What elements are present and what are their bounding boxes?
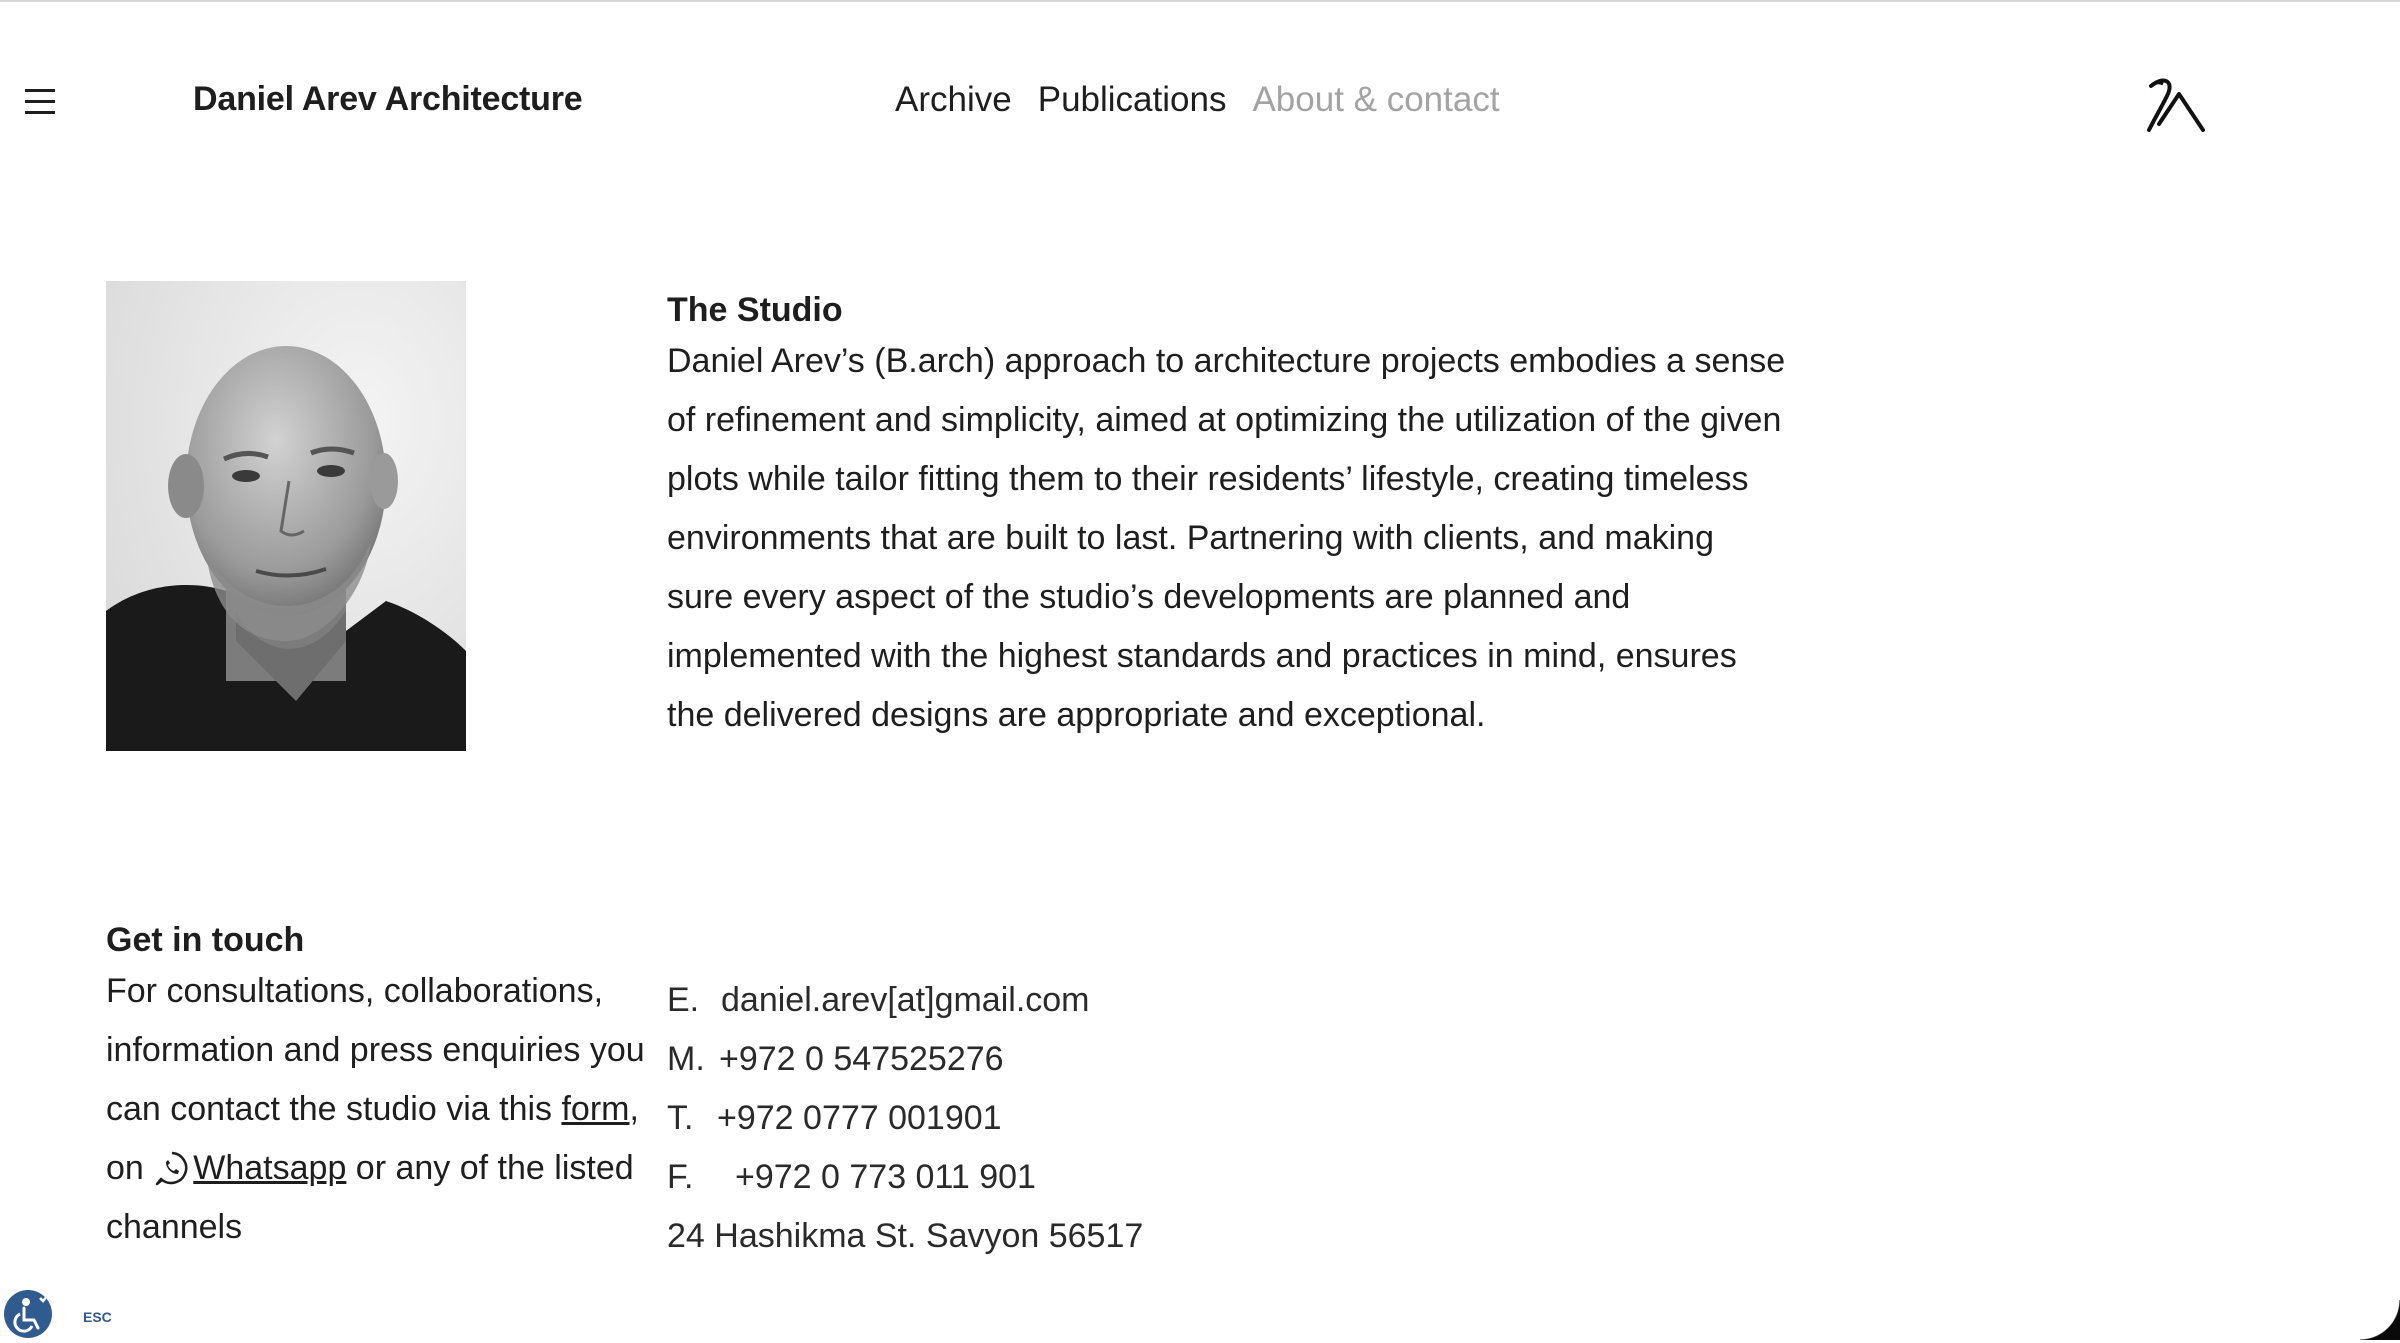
top-border bbox=[0, 0, 2400, 2]
whatsapp-link[interactable] bbox=[153, 1149, 346, 1187]
contact-intro bbox=[106, 962, 646, 1257]
main-nav bbox=[895, 80, 1500, 120]
contact-form-link[interactable]: form bbox=[561, 1090, 630, 1128]
fax-key: F. bbox=[667, 1158, 694, 1196]
fax-row bbox=[667, 1148, 1143, 1207]
fax-number: +972 0 773 011 901 bbox=[735, 1158, 1036, 1196]
address: 24 Hashikma St. Savyon 56517 bbox=[667, 1217, 1144, 1255]
contact-intro-end: or any of the listed channels bbox=[106, 1149, 634, 1246]
contact-intro-middle: , on bbox=[106, 1090, 639, 1187]
contact-intro-text: For consultations, collaborations, information and press enquiries you can contact the studio via this bbox=[106, 972, 645, 1128]
mobile-number[interactable]: +972 0 547525276 bbox=[719, 1040, 1004, 1078]
email-link[interactable]: daniel.arev[at]gmail.com bbox=[721, 981, 1090, 1019]
logo-icon[interactable] bbox=[2145, 74, 2209, 134]
tel-row bbox=[667, 1089, 1143, 1148]
contact-intro-section bbox=[106, 918, 646, 1257]
site-title[interactable]: Daniel Arev Architecture bbox=[193, 80, 583, 118]
mobile-row bbox=[667, 1030, 1143, 1089]
tel-key: T. bbox=[667, 1099, 694, 1137]
nav-publications[interactable]: Publications bbox=[1037, 80, 1227, 119]
studio-section bbox=[667, 288, 1787, 745]
email-row bbox=[667, 971, 1143, 1030]
esc-label[interactable]: ESC bbox=[83, 1309, 112, 1325]
contact-heading: Get in touch bbox=[106, 921, 305, 959]
email-key: E. bbox=[667, 981, 700, 1019]
nav-about-contact[interactable]: About & contact bbox=[1252, 80, 1500, 119]
studio-description: Daniel Arev’s (B.arch) approach to architecture projects embodies a sense of refinement and simplicity, aimed at optimizing the utilization of the given plots while tailor fitting them to their residents’ lifestyle, creating timeless environments that are built to last. Partnering with clients, and making sure every aspect of the studio’s developments are planned and implemented with the highest standards and practices in mind, ensures the delivered designs are appropriate and exceptional. bbox=[667, 342, 1786, 734]
nav-archive[interactable]: Archive bbox=[895, 80, 1012, 119]
accessibility-icon[interactable] bbox=[4, 1290, 52, 1338]
tel-number[interactable]: +972 0777 001901 bbox=[717, 1099, 1002, 1137]
mobile-key: M. bbox=[667, 1040, 705, 1078]
hamburger-menu-icon[interactable] bbox=[25, 89, 55, 115]
contact-details bbox=[667, 971, 1143, 1266]
window-corner bbox=[2360, 1300, 2400, 1340]
whatsapp-icon bbox=[153, 1149, 191, 1187]
portrait-photo bbox=[106, 281, 466, 751]
studio-heading: The Studio bbox=[667, 291, 843, 329]
whatsapp-label: Whatsapp bbox=[193, 1149, 347, 1187]
